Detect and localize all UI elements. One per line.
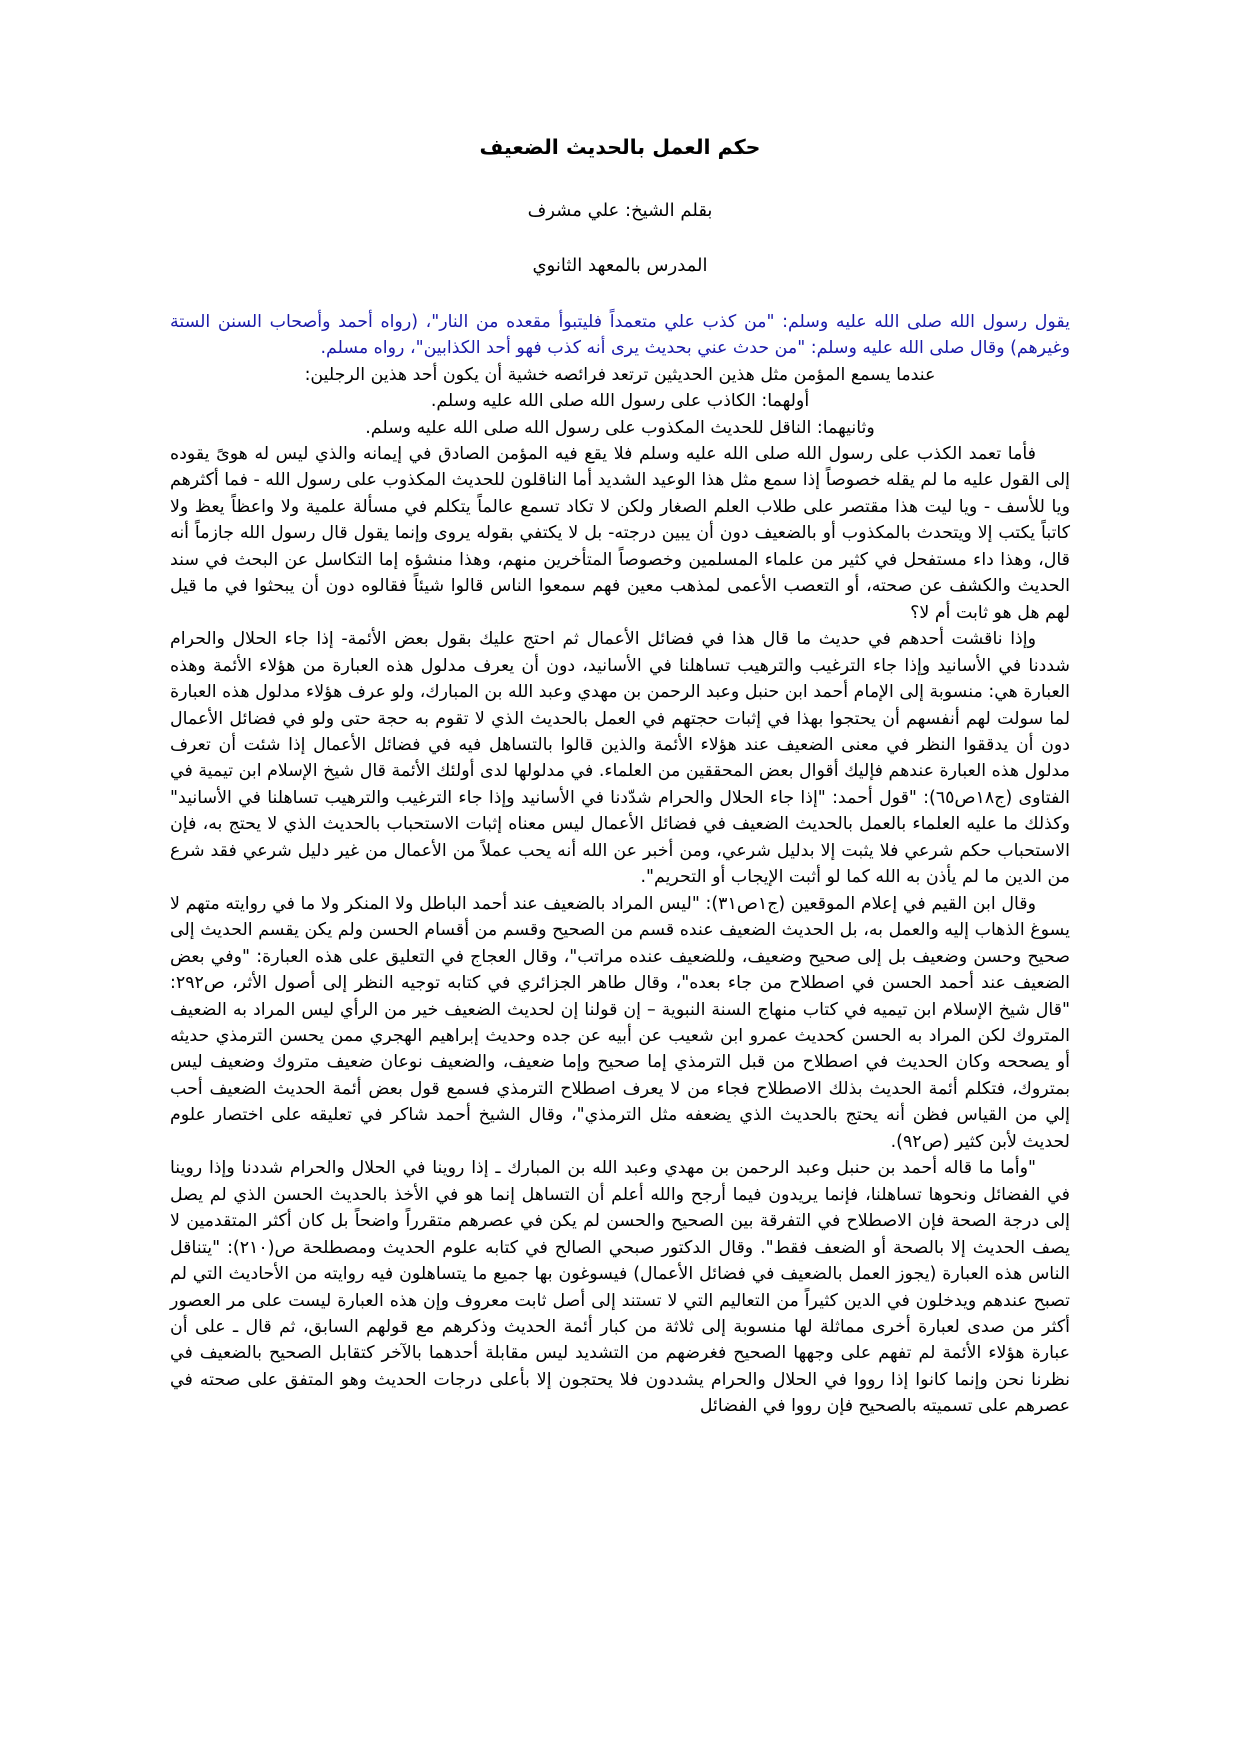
first-man-line: أولهما: الكاذب على رسول الله صلى الله عليه وسلم. [430, 391, 810, 412]
author-byline: بقلم الشيخ: علي مشرف [527, 199, 713, 221]
author-subtitle: المدرس بالمعهد الثانوي [532, 254, 708, 276]
believer-hears-line: عندما يسمع المؤمن مثل هذين الحديثين ترتعد فرائصه خشية أن يكون أحد هذين الرجلين: [304, 364, 936, 385]
body-paragraph-2: وإذا ناقشت أحدهم في حديث ما قال هذا في فضائل الأعمال ثم احتج عليك بقول بعض الأئمة- إذا جاء الحلال والحرام شددنا في الأسانيد وإذا جاء الترغيب والترهيب تساهلنا في الأسانيد، دون أن يعرف مدلول هذه العبارة من هؤلاء الأئمة وهذه العبارة هي: منسوبة إلى الإمام أحمد ابن حنبل وعبد الرحمن بن مهدي وعبد الله بن المبارك، ولو عرف هؤلاء مدلول هذه العبارة لما سولت لهم أنفسهم أن يحتجوا بهذا في إثبات حجتهم في العمل بالحديث الذي لا تقوم به حجة حتى ولو في فضائل الأعمال دون أن يدققوا النظر في معنى الضعيف عند هؤلاء الأئمة والذين قالوا بالتساهل فيه في فضائل الأعمال إذا شئت أن تعرف مدلول هذه العبارة عندهم فإليك أقوال بعض المحققين من العلماء. في مدلولها لدى أولئك الأئمة قال شيخ الإسلام ابن تيمية في الفتاوى (ج١٨ص٦٥): "قول أحمد: "إذا جاء الحلال والحرام شدّدنا في الأسانيد وإذا جاء الترغيب والترهيب تساهلنا في الأسانيد" وكذلك ما عليه العلماء بالعمل بالحديث الضعيف في فضائل الأعمال ليس معناه إثبات الاستحباب بالحديث الذي لا يحتج به، فإن الاستحباب حكم شرعي فلا يثبت إلا بدليل شرعي، ومن أخبر عن الله أنه يحب عملاً من الأعمال من غير دليل شرعي فقد شرع من الدين ما لم يأذن به الله كما لو أثبت الإيجاب أو التحريم". [170, 629, 1070, 888]
second-man-line: وثانيهما: الناقل للحديث المكذوب على رسول الله صلى الله عليه وسلم. [365, 417, 875, 438]
body-paragraph-4: "وأما ما قاله أحمد بن حنبل وعبد الرحمن بن مهدي وعبد الله بن المبارك ـ إذا روينا في الحلال والحرام شددنا وإذا روينا في الفضائل ونحوها تساهلنا، فإنما يريدون فيما أرجح والله أعلم أن التساهل إنما هو في الأخذ بالحديث الحسن الذي لم يصل إلى درجة الصحة فإن الاصطلاح في التفرقة بين الصحيح والحسن لم يكن في عصرهم متقرراً واضحاً بل كان أكثر المتقدمين لا يصف الحديث إلا بالصحة أو الضعف فقط". وقال الدكتور صبحي الصالح في كتابه علوم الحديث ومصطلحة ص(٢١٠): "يتناقل الناس هذه العبارة (يجوز العمل بالضعيف في فضائل الأعمال) فيسوغون بها جميع ما يتساهلون فيه روايته من الأحاديث التي لم تصبح عندهم ويدخلون في الدين كثيراً من التعاليم التي لا تستند إلى أصل ثابت معروف وإن هذه العبارة ليست على مر العصور أكثر من صدى لعبارة أخرى مماثلة لها منسوبة إلى ثلاثة من كبار أئمة الحديث وذكرهم مع قولهم السابق، ثم قال ـ على أن عبارة هؤلاء الأئمة لم تفهم على وجهها الصحيح فغرضهم من التشديد ليس مقابلة أحدهما بالآخر كتقابل الصحيح بالضعيف في نظرنا نحن وإنما كانوا إذا رووا في الحلال والحرام يشددون فلا يحتجون إلا بأعلى درجات الحديث وهو المتفق على صحته في عصرهم على تسميته بالصحيح فإن رووا في الفضائل [170, 1158, 1070, 1417]
body-paragraph-1: فأما تعمد الكذب على رسول الله صلى الله عليه وسلم فلا يقع فيه المؤمن الصادق في إيمانه والذي ليس له هوىً يقوده إلى القول عليه ما لم يقله خصوصاً إذا سمع مثل هذا الوعيد الشديد أما الناقلون للحديث المكذوب على رسول الله - فما أكثرهم ويا للأسف - ويا ليت هذا مقتصر على طلاب العلم الصغار ولكن لا تكاد تسمع عالماً يتكلم في مسألة علمية ولا واعظاً يعظ ولا كاتباً يكتب إلا ويتحدث بالمكذوب أو بالضعيف دون أن يبين درجته- بل لا يكتفي بقوله يروى وإنما يقول قال رسول الله جازماً أنه قال، وهذا داء مستفحل في كثير من علماء المسلمين وخصوصاً المتأخرين منهم، وهذا منشؤه إما التكاسل عن البحث في سند الحديث والكشف عن صحته، أو التعصب الأعمى لمذهب معين فهم سمعوا الناس قالوا شيئاً فقالوه دون أن يبحثوا في ما قيل لهم هل هو ثابت أم لا؟ [170, 444, 1070, 623]
hadith-quote-paragraph: يقول رسول الله صلى الله عليه وسلم: "من كذب علي متعمداً فليتبوأ مقعده من النار"، (رواه أحمد وأصحاب السنن الستة وغيرهم) وقال صلى الله عليه وسلم: "من حدث عني بحديث يرى أنه كذب فهو أحد الكذابين"، رواه مسلم. [170, 311, 1070, 359]
page-title: حكم العمل بالحديث الضعيف [479, 135, 761, 159]
body-paragraph-3: وقال ابن القيم في إعلام الموقعين (ج١ص٣١): "ليس المراد بالضعيف عند أحمد الباطل ولا المنكر ولا ما في روايته متهم لا يسوغ الذهاب إليه والعمل به، بل الحديث الضعيف عنده قسم من الصحيح وقسم من أقسام الحسن ولم يكن يقسم الحديث إلى صحيح وحسن وضعيف بل إلى صحيح وضعيف، وللضعيف عنده مراتب"، وقال العجاج في التعليق على هذه العبارة: "وفي بعض الضعيف عند أحمد الحسن في اصطلاح من جاء بعده"، وقال طاهر الجزائري في كتابه توجيه النظر إلى أصول الأثر، ص٢٩٢: "قال شيخ الإسلام ابن تيميه في كتاب منهاج السنة النبوية – إن قولنا إن لحديث الضعيف خير من الرأي ليس المراد به الضعيف المتروك لكن المراد به الحسن كحديث عمرو ابن شعيب عن أبيه عن جده وحديث إبراهيم الهجري ممن يحسن الترمذي حديثه أو يصححه وكان الحديث في اصطلاح من قبل الترمذي إما صحيح وإما ضعيف، والضعيف نوعان ضعيف متروك وضعيف ليس بمتروك، فتكلم أئمة الحديث بذلك الاصطلاح فجاء من لا يعرف اصطلاح الترمذي فسمع قول بعض أئمة الحديث الضعيف أحب إلي من القياس فظن أنه يحتج بالحديث الذي يضعفه مثل الترمذي"، وقال الشيخ أحمد شاكر في تعليقه على اختصار علوم لحديث لأبن كثير (ص٩٢). [170, 893, 1070, 1152]
